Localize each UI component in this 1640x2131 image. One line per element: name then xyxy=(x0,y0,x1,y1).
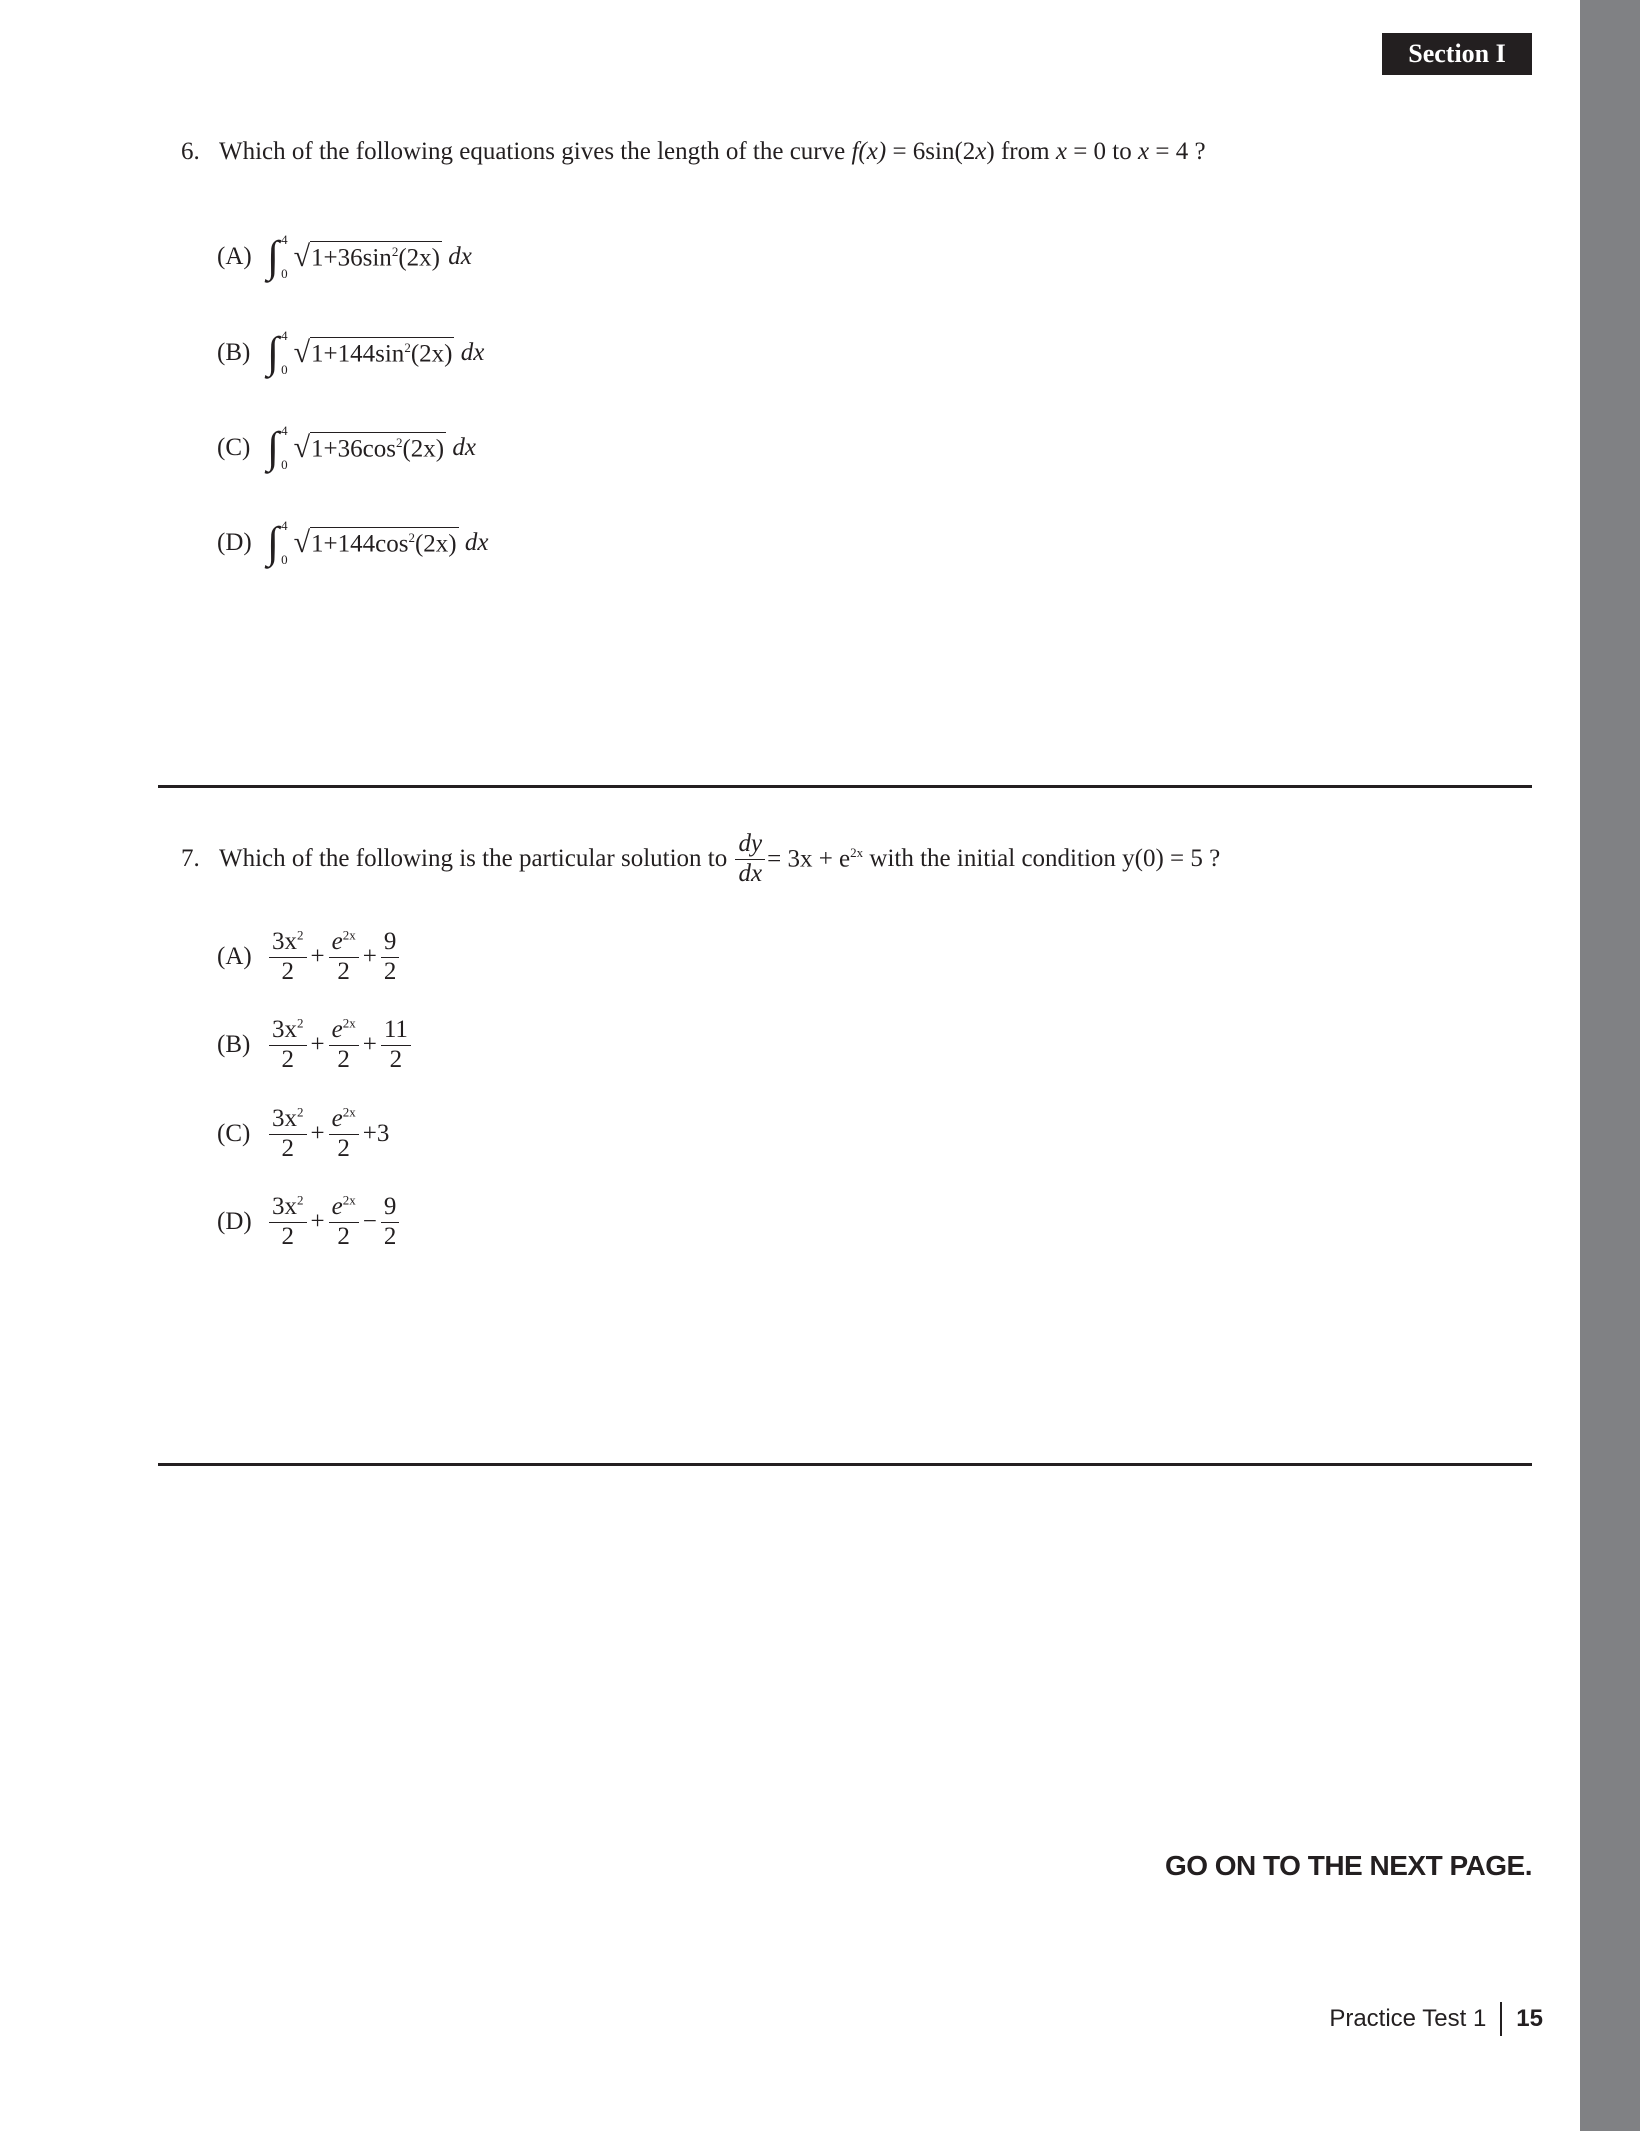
square-root: √ $1+36\sin^2(2x)$ xyxy=(293,240,440,273)
fraction: $\frac{9}{2}$ xyxy=(381,1193,400,1252)
integral-sign: ∫ xyxy=(267,423,280,472)
integral-sign: ∫ xyxy=(267,328,280,377)
square-root: √ $1+36\cos^2(2x)$ xyxy=(293,431,445,464)
integral-sign: ∫ xyxy=(267,232,280,281)
differential: dx xyxy=(448,243,472,270)
fraction: $\frac{e^{2x}}{2}$ xyxy=(329,1193,359,1252)
divider xyxy=(158,785,1532,788)
fraction: $\frac{3x^2}{2}$ xyxy=(269,1193,307,1252)
fraction: $\frac{9}{2}$ xyxy=(381,928,400,987)
section-badge: Section I xyxy=(1382,33,1532,75)
square-root: √ $1+144\sin^2(2x)$ xyxy=(293,336,453,369)
question-text-end: with the initial condition y(0) = 5 ? xyxy=(869,845,1221,873)
fraction: $\frac{e^{2x}}{2}$ xyxy=(329,1016,359,1075)
operator: + xyxy=(310,1208,325,1236)
choice-label: (C) xyxy=(217,434,251,461)
operator: + xyxy=(310,1031,325,1059)
page-number: 15 xyxy=(1516,2005,1543,2032)
equation-rhs: = $3x + e^{2x}$ xyxy=(767,845,864,873)
fraction: $\frac{3x^2}{2}$ xyxy=(269,1105,307,1164)
integral-sign: ∫ xyxy=(267,518,280,567)
answer-choice[interactable] xyxy=(217,232,472,282)
choice-label: (B) xyxy=(217,339,251,366)
differential: dx xyxy=(452,434,476,461)
choice-label: (A) xyxy=(217,243,252,270)
fraction: $\frac{11}{2}$ xyxy=(381,1016,411,1075)
integral xyxy=(267,423,476,473)
differential: dx xyxy=(464,529,489,556)
question-text: Which of the following is the particular solution to xyxy=(219,845,728,873)
choice-label: (B) xyxy=(217,1031,251,1059)
fraction: $\frac{e^{2x}}{2}$ xyxy=(329,928,359,987)
page-edge-bar xyxy=(1580,0,1640,2131)
divider xyxy=(158,1463,1532,1466)
answer-choice[interactable] xyxy=(217,1193,401,1252)
answer-choice[interactable] xyxy=(217,1016,413,1075)
derivative-fraction: $\frac{dy}{dx}$ xyxy=(735,830,765,889)
square-root: √ $1+144\cos^2(2x)$ xyxy=(293,526,457,559)
lower-limit: 0 xyxy=(281,266,288,281)
fraction: $\frac{e^{2x}}{2}$ xyxy=(329,1105,359,1164)
choice-label: (A) xyxy=(217,943,252,971)
upper-limit: 4 xyxy=(281,232,288,247)
book-title: Practice Test 1 xyxy=(1329,2005,1487,2032)
answer-choice[interactable] xyxy=(217,1105,391,1164)
integral xyxy=(267,518,488,568)
fraction: $\frac{3x^2}{2}$ xyxy=(269,1016,307,1075)
footer-separator xyxy=(1500,2002,1502,2036)
answer-choice[interactable] xyxy=(217,928,401,987)
upper-limit: 4 xyxy=(281,518,288,533)
go-on-notice: GO ON TO THE NEXT PAGE. xyxy=(1164,1850,1532,1881)
question-number: 6. xyxy=(181,138,200,165)
fraction: $\frac{3x^2}{2}$ xyxy=(269,928,307,987)
upper-limit: 4 xyxy=(281,423,288,438)
integral xyxy=(267,232,472,282)
lower-limit: 0 xyxy=(281,457,288,472)
differential: dx xyxy=(460,339,485,366)
operator: + xyxy=(362,1031,377,1059)
question-text: Which of the following equations gives the length of the curve f(x) = 6sin(2x) from x = 0 to x = 4 ? xyxy=(219,138,1206,165)
answer-choice[interactable] xyxy=(217,423,476,473)
lower-limit: 0 xyxy=(281,362,288,377)
page-footer xyxy=(1329,2002,1543,2036)
operator: − xyxy=(362,1208,377,1236)
choice-label: (C) xyxy=(217,1120,251,1148)
operator: +3 xyxy=(362,1120,390,1148)
integral xyxy=(267,328,484,378)
question-number: 7. xyxy=(181,845,200,873)
choice-label: (D) xyxy=(217,529,252,556)
operator: + xyxy=(310,1120,325,1148)
lower-limit: 0 xyxy=(281,552,288,567)
choice-label: (D) xyxy=(217,1208,252,1236)
question-7 xyxy=(181,830,1220,889)
upper-limit: 4 xyxy=(281,328,288,343)
answer-choice[interactable] xyxy=(217,518,488,568)
question-6 xyxy=(181,138,1206,166)
operator: + xyxy=(310,943,325,971)
operator: + xyxy=(362,943,377,971)
answer-choice[interactable] xyxy=(217,328,484,378)
